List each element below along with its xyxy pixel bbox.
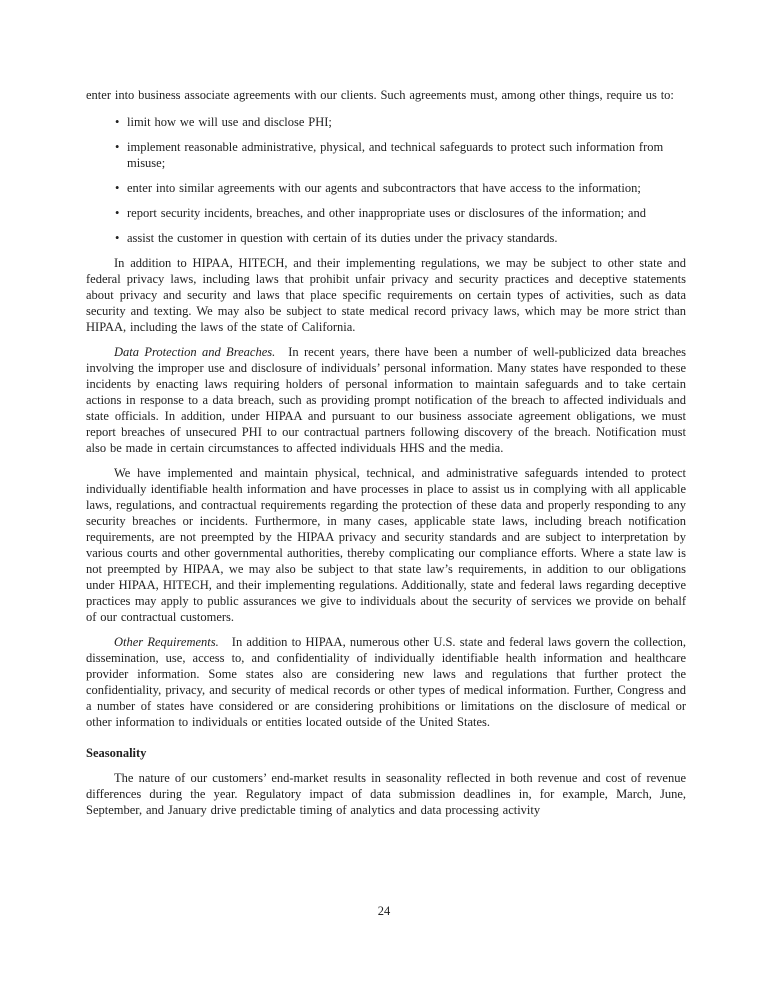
- bullet-item: [86, 180, 686, 196]
- paragraph-safeguards: We have implemented and maintain physical, technical, and administrative safeguards intended to protect individually identifiable health information and have processes in place to assist us in complying with all applicable laws, regulations, and contractual requirements regarding the protection of these data and properly responding to any security breaches or incidents. Furthermore, in many cases, applicable state laws, including breach notification requirements, are not preempted by the HIPAA privacy and security standards and are subject to interpretation by various courts and other governmental authorities, thereby complicating our compliance efforts. Where a state law is not preempted by HIPAA, we may also be subject to that state law’s requirements, in addition to our obligations under HIPAA, HITECH, and their implementing regulations. Additionally, state and federal laws regarding deceptive practices may apply to public assurances we give to individuals about the security of services we provide on behalf of our contractual customers.: [86, 466, 686, 624]
- paragraph-other-requirements: [86, 634, 686, 730]
- bullet-icon: •: [115, 231, 120, 245]
- section-heading-seasonality: Seasonality: [86, 746, 147, 760]
- paragraph-hipaa-hitech: In addition to HIPAA, HITECH, and their implementing regulations, we may be subject to other state and federal privacy laws, including laws that prohibit unfair privacy and security practices and deceptive statements about privacy and security and laws that place specific requirements on certain types of activities, such as data security and texting. We may also be subject to state medical record privacy laws, which may be more strict than HIPAA, including the laws of the state of California.: [86, 256, 686, 334]
- bullet-icon: •: [115, 115, 120, 129]
- bullet-list: [86, 114, 686, 246]
- bullet-text: implement reasonable administrative, physical, and technical safeguards to protect such information from misuse;: [127, 140, 664, 170]
- paragraph-data-protection: [86, 344, 686, 456]
- bullet-item: [86, 205, 686, 221]
- bullet-text: limit how we will use and disclose PHI;: [127, 115, 332, 129]
- bullet-icon: •: [115, 206, 120, 220]
- bullet-text: assist the customer in question with certain of its duties under the privacy standards.: [127, 231, 558, 245]
- bullet-icon: •: [115, 181, 120, 195]
- paragraph-text-data-protection: In recent years, there have been a number of well-publicized data breaches involving the improper use and disclosure of individuals’ personal information. Many states have responded to these incidents by enacting laws requiring holders of personal information to maintain safeguards and to take certain actions in response to a data breach, such as providing prompt notification of the breach to affected individuals and state officials. In addition, under HIPAA and pursuant to our business associate agreement obligations, we must report breaches of unsecured PHI to our contractual partners following discovery of the breach. Notification must also be made in certain circumstances to affected individuals HHS and the media.: [86, 345, 686, 455]
- page-number: 24: [377, 904, 391, 918]
- paragraph-lead-data-protection: Data Protection and Breaches.: [114, 345, 276, 359]
- bullet-text: enter into similar agreements with our agents and subcontractors that have access to the information;: [127, 181, 641, 195]
- paragraph-text-other-requirements: In addition to HIPAA, numerous other U.S. state and federal laws govern the collection, dissemination, use, access to, and confidentiality of individually identifiable health information and healthcare provider information. Some states also are considering new laws and regulations that further protect the confidentiality, privacy, and security of medical records or other types of medical information. Further, Congress and a number of states have considered or are considering prohibitions or limitations on the disclosure of medical or other information to individuals or entities located outside of the United States.: [86, 635, 686, 729]
- bullet-icon: •: [115, 140, 120, 154]
- paragraph-seasonality: The nature of our customers’ end-market results in seasonality reflected in both revenue and cost of revenue differences during the year. Regulatory impact of data submission deadlines in, for example, March, June, September, and January drive predictable timing of analytics and data processing activity: [86, 771, 686, 817]
- bullet-item: [86, 139, 686, 171]
- bullet-item: [86, 114, 686, 130]
- paragraph-lead-other-requirements: Other Requirements.: [114, 635, 219, 649]
- bullet-item: [86, 230, 686, 246]
- bullet-text: report security incidents, breaches, and other inappropriate uses or disclosures of the information; and: [127, 206, 646, 220]
- intro-paragraph: enter into business associate agreements with our clients. Such agreements must, among other things, require us to:: [86, 88, 674, 102]
